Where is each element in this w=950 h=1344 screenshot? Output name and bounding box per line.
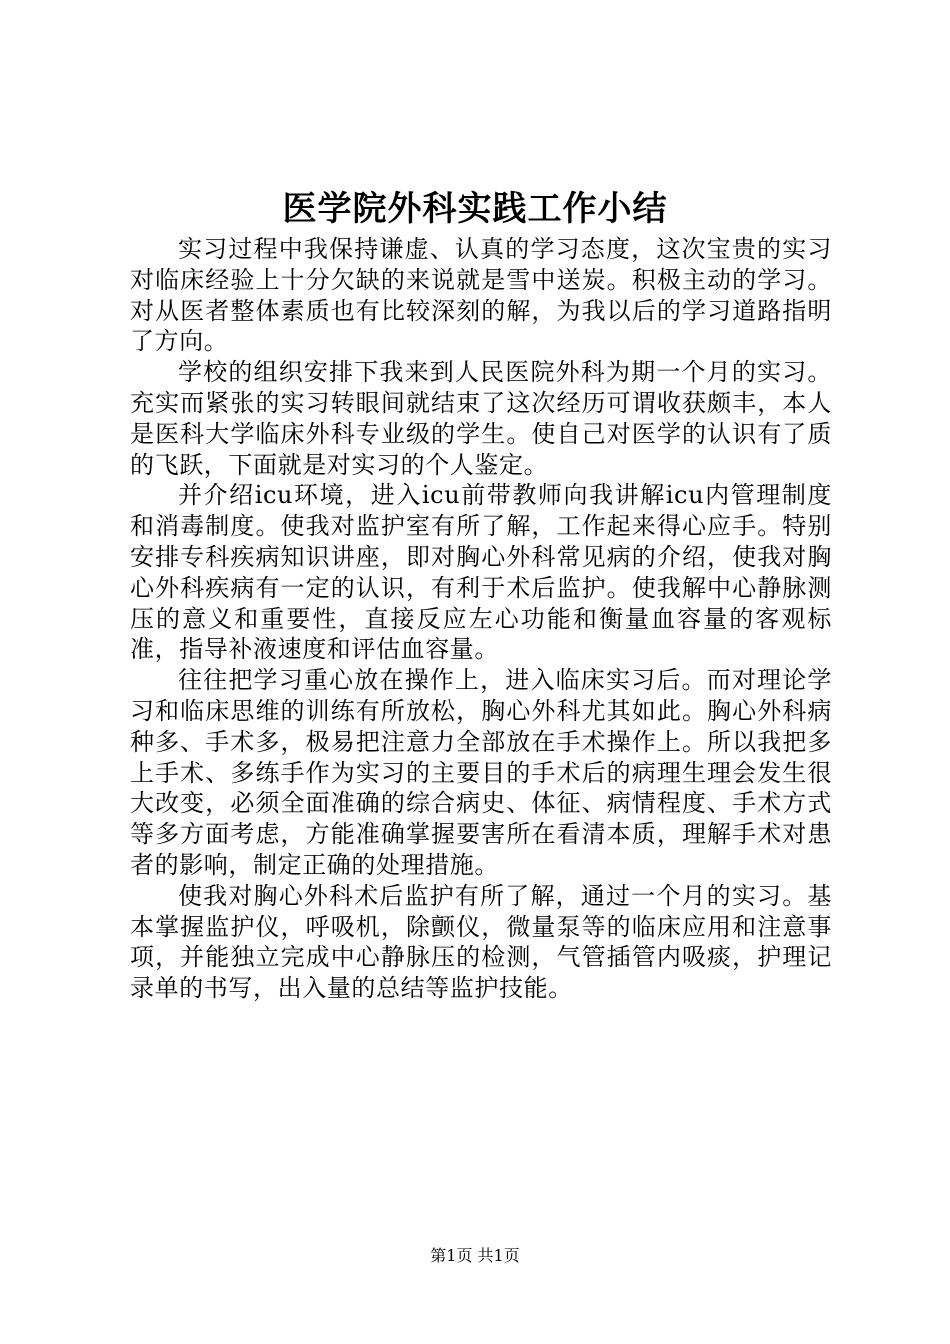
- paragraph-2: 学校的组织安排下我来到人民医院外科为期一个月的实习。充实而紧张的实习转眼间就结束了这次经历可谓收获颇丰，本人是医科大学临床外科专业级的学生。使自己对医学的认识有了质的飞跃，下面就是对实习的个人鉴定。: [130, 358, 832, 479]
- paragraph-1: 实习过程中我保持谦虚、认真的学习态度，这次宝贵的实习对临床经验上十分欠缺的来说就是雪中送炭。积极主动的学习。对从医者整体素质也有比较深刻的解，为我以后的学习道路指明了方向。: [130, 235, 832, 356]
- document-body: [130, 234, 832, 1004]
- paragraph-3: 并介绍icu环境，进入icu前带教师向我讲解icu内管理制度和消毒制度。使我对监护室有所了解，工作起来得心应手。特别安排专科疾病知识讲座，即对胸心外科常见病的介绍，使我对胸心外科疾病有一定的认识，有利于术后监护。使我解中心静脉测压的意义和重要性，直接反应左心功能和衡量血容量的客观标准，指导补液速度和评估血容量。: [130, 481, 832, 664]
- page-number-footer: 第1页 共1页: [430, 1246, 520, 1265]
- paragraph-4: 往往把学习重心放在操作上，进入临床实习后。而对理论学习和临床思维的训练有所放松，胸心外科尤其如此。胸心外科病种多、手术多，极易把注意力全部放在手术操作上。所以我把多上手术、多练手作为实习的主要目的手术后的病理生理会发生很大改变，必须全面准确的综合病史、体征、病情程度、手术方式等多方面考虑，方能准确掌握要害所在看清本质，理解手术对患者的影响，制定正确的处理措施。: [130, 666, 832, 879]
- paragraph-5: 使我对胸心外科术后监护有所了解，通过一个月的实习。基本掌握监护仪，呼吸机，除颤仪，微量泵等的临床应用和注意事项，并能独立完成中心静脉压的检测，气管插管内吸痰，护理记录单的书写，出入量的总结等监护技能。: [130, 881, 832, 1003]
- document-title: 医学院外科实践工作小结: [282, 189, 668, 229]
